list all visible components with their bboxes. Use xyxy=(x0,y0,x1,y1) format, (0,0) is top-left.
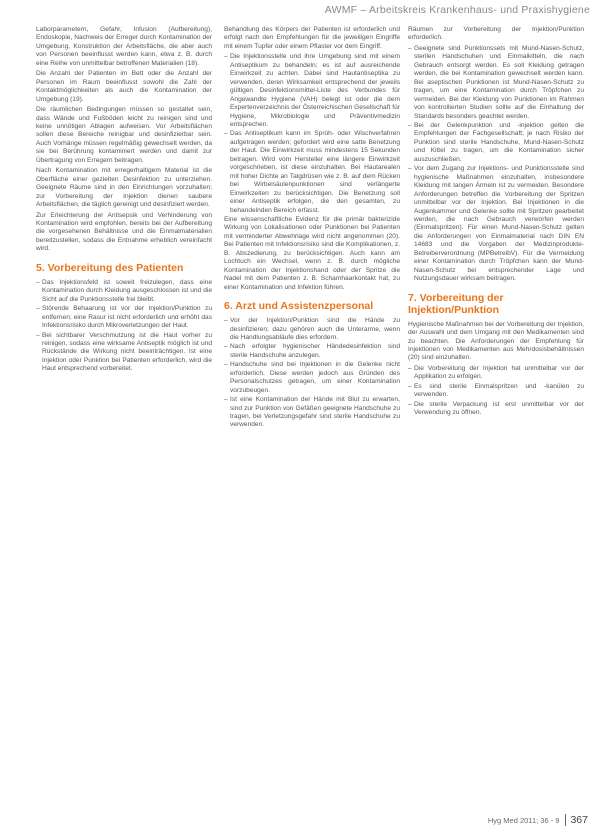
list-item: – Vor der Injektion/Punktion sind die Hände zu desinfizieren; dazu gehören auch die Unterarme, wenn die Handlungsabläufe dies erfordern. xyxy=(224,317,400,342)
list-item: – Handschuhe sind bei Injektionen in die Gelenke nicht erforderlich. Diese werden jedoch aus Gründen des Personalschutzes getragen, um einer Kontamination vorzubeugen. xyxy=(224,361,400,395)
column-3 xyxy=(408,26,584,806)
page-number: 367 xyxy=(565,814,588,826)
list-item: – Nach erfolgter hygienischer Händedesinfektion sind sterile Handschuhe anzulegen. xyxy=(224,343,400,360)
list-item: – Das Injektionsfeld ist soweit freizulegen, dass eine Kontamination durch Kleidung ausgeschlossen ist und die Sicht auf die Punktionsstelle frei bleibt. xyxy=(36,279,212,304)
column-2 xyxy=(224,26,400,806)
list-item: – Die Injektionsstelle und ihre Umgebung sind mit einem Antiseptikum zu behandeln; es ist auf ausreichende Einwirkzeit zu achten. Dabei sind Hautantiseptika zu verwenden, deren Wirksamkeit entsprechend der jeweils gültigen Desinfektionsmittel-Liste des Verbundes für Angewandte Hygiene (VAH) belegt ist oder die dem Expertenverzeichnis der Österreichischen Gesellschaft für Hygiene, Mikrobiologie und Präventivmedizin entsprechen. xyxy=(224,53,400,129)
paragraph: Die Anzahl der Patienten im Bett oder die Anzahl der Personen im Raum beeinflusst sowohl die Zahl der Kontaktmöglichkeiten als auch die Kontamination der Umgebung (19). xyxy=(36,70,212,103)
paragraph: Zur Erleichterung der Antisepsik und Verhinderung von Kontamination wird empfohlen, bereits bei der Aufbereitung die vorgesehenen Behältnisse und die Einmalmaterialien bereitzustellen, sodass die Entnahme erheblich vereinfacht wird. xyxy=(36,211,212,253)
list-item: – Vor dem Zugang zur Injektions- und Punktionsstelle sind hygienische Maßnahmen einzuhalten, insbesondere Kleidung mit langen Ärmeln ist zu vermeiden. Besondere Anforderungen betreffen die Vorbereitung der Spritzen unmittelbar vor der Injektion. Bei Injektionen in die Augenkammer und Gelenke sollte mit Spritzen gearbeitet werden, die nach Gebrauch verworfen werden (Einmalspritzen). Für einen Mund-Nasen-Schutz gelten die Anforderungen von Einmalmaterial nach DIN EN 14683 und die Vorgaben der Medizinprodukte-Betreiberverordnung (MPBetreibV). Für die Vermeidung einer Kontamination durch Tröpfchen kann der Mund-Nasen-Schutz bei entsprechender Lage und Nutzungsdauer wirksam beitragen. xyxy=(408,165,584,283)
list-item: – Bei der Gelenkpunktion und -injektion gelten die Empfehlungen der Fachgesellschaft; je nach Risiko der Punktion sind sterile Handschuhe, Mund-Nasen-Schutz und Kittel zu tragen, um die Kontamination sicher auszuschließen. xyxy=(408,122,584,164)
section-heading-5: 5. Vorbereitung des Patienten xyxy=(36,261,184,274)
list-item: – Ist eine Kontamination der Hände mit Blut zu erwarten, sind zur Punktion von Gefäßen geeignete Handschuhe zu tragen, bei Verletzungsgefahr sind sterile Handschuhe zu verwenden. xyxy=(224,396,400,430)
paragraph: Die räumlichen Bedingungen müssen so gestaltet sein, dass Wände und Fußböden leicht zu reinigen sind und keine unnötigen Ablagen aufweisen. Vor Arbeitsflächen sollen diese Bereiche reinigbar und desinfizierbar sein. Auch Vorhänge müssen regelmäßig gewechselt werden, da sie bei Berührung kontaminiert werden und damit zur Übertragung von Erregern beitragen. xyxy=(36,106,212,164)
paragraph: Räumen zur Vorbereitung der Injektion/Punktion erforderlich. xyxy=(408,26,584,42)
list-item: – Die Vorbereitung der Injektion hat unmittelbar vor der Applikation zu erfolgen. xyxy=(408,365,584,382)
article-body xyxy=(16,26,588,806)
section-heading-6: 6. Arzt und Assistenzpersonal xyxy=(224,300,374,313)
paragraph: Hygienische Maßnahmen bei der Vorbereitung der Injektion, der Auswahl und dem Umgang mit den Medikamenten sind zu beachten. Die Anforderungen der Empfehlung für Injektionen von Medikamenten aus Mehrdosisbehältnissen (20) sind einzuhalten. xyxy=(408,320,584,362)
paragraph: Behandlung des Körpers der Patienten ist erforderlich und erfolgt nach den Empfehlungen für die jeweiligen Eingriffe mit einem Tupfer oder einem Pflaster vor dem Eingriff. xyxy=(224,26,400,50)
page-footer xyxy=(488,814,588,826)
journal-citation: Hyg Med 2011; 36 - 9 xyxy=(487,815,560,825)
paragraph: Nach Kontamination mit erregerhaltigem Material ist die Oberfläche einer gezielten Desinfektion zu unterziehen. Geeignete Räume sind in den Einrichtungen vorzuhalten; zur Vorbereitung der Injektion dienen saubere Arbeitsflächen, die täglich gereinigt und desinfiziert werden. xyxy=(36,167,212,209)
column-1 xyxy=(36,26,212,806)
section-heading-7: 7. Vorbereitung der Injektion/Punktion xyxy=(408,291,504,316)
list-item: – Das Antiseptikum kann im Sprüh- oder Wischverfahren aufgetragen werden; gefordert wird eine satte Benetzung der Haut. Die Einwirkzeit muss mindestens 15 Sekunden betragen. Wird vom Hersteller eine längere Einwirkzeit vorgeschrieben, ist diese einzuhalten. Bei Hautarealen mit hoher Dichte an Talgdrüsen wie z. B. auf dem Rücken bei Wirbelsäulenpunktionen sind verlängerte Einwirkzeiten zu berücksichtigen. Die Benetzung soll einer Antiseptik erfolgen, die den gesamten, zu behandelnden Bereich erfasst. xyxy=(224,130,400,215)
list-item: – Es sind sterile Einmalspritzen und -kanülen zu verwenden. xyxy=(408,383,584,400)
list-item: – Geeignete sind Punktionssets mit Mund-Nasen-Schutz, sterilen Handschuhen und Einmalkitteln, die nach Gebrauch entsorgt werden. Es soll Kleidung getragen werden, die bei Kontamination gewechselt werden kann. Bei aseptischen Punktionen ist Mund-Nasen-Schutz zu tragen, um eine Kontamination durch Tröpfchen zu vermeiden. Bei der Kleidung von Punktionen im Rahmen von kontrollierten Studien sollte auf die Einhaltung der Standards besonders geachtet werden. xyxy=(408,45,584,121)
running-header: AWMF – Arbeitskreis Krankenhaus- und Praxishygiene xyxy=(324,4,590,16)
list-item: – Bei sichtbarer Verschmutzung ist die Haut vorher zu reinigen, sodass eine wirksame Antiseptik möglich ist und Rückstände die Wirkung nicht beeinträchtigen. Ist eine Injektion oder Punktion bei Patienten erforderlich, wird die Haut entsprechend vorbereitet. xyxy=(36,332,212,374)
paragraph: Eine wissenschaftliche Evidenz für die primär bakterizide Wirkung von Lokalisationen oder Punktionen bei Patienten mit verminderter Abwehrlage wird nicht angenommen (20). Bei Patienten mit Infektionsrisiko sind die Komplikationen, z. B. Abszedierung, zu berücksichtigen. Auch kann am Lochtuch ein Wechsel, wenn z. B. durch mögliche Kontamination der Injektionshand oder der Spritze die Nadel mit dem Patienten z. B. Schamhaarkontakt hat, zu einer Kontamination und Infektion führen. xyxy=(224,215,400,291)
paragraph: Laborparametern, Gefahr, Infusion (Aufbereitung), Endoskopie, Nachweis der Erreger durch Kontamination der Umgebung, Konstruktion der Arbeitsfläche, die aber auch von Personen beeinflusst werden kann, etwa z. B. durch eine Reihe von unmittelbar betroffenen Materialien (18). xyxy=(36,26,212,67)
list-item: – Die sterile Verpackung ist erst unmittelbar vor der Verwendung zu öffnen. xyxy=(408,401,584,418)
list-item: – Störende Behaarung ist vor der Injektion/Punktion zu entfernen; eine Rasur ist nicht erforderlich und erhöht das Infektionsrisiko durch Mikroverletzungen der Haut. xyxy=(36,305,212,330)
